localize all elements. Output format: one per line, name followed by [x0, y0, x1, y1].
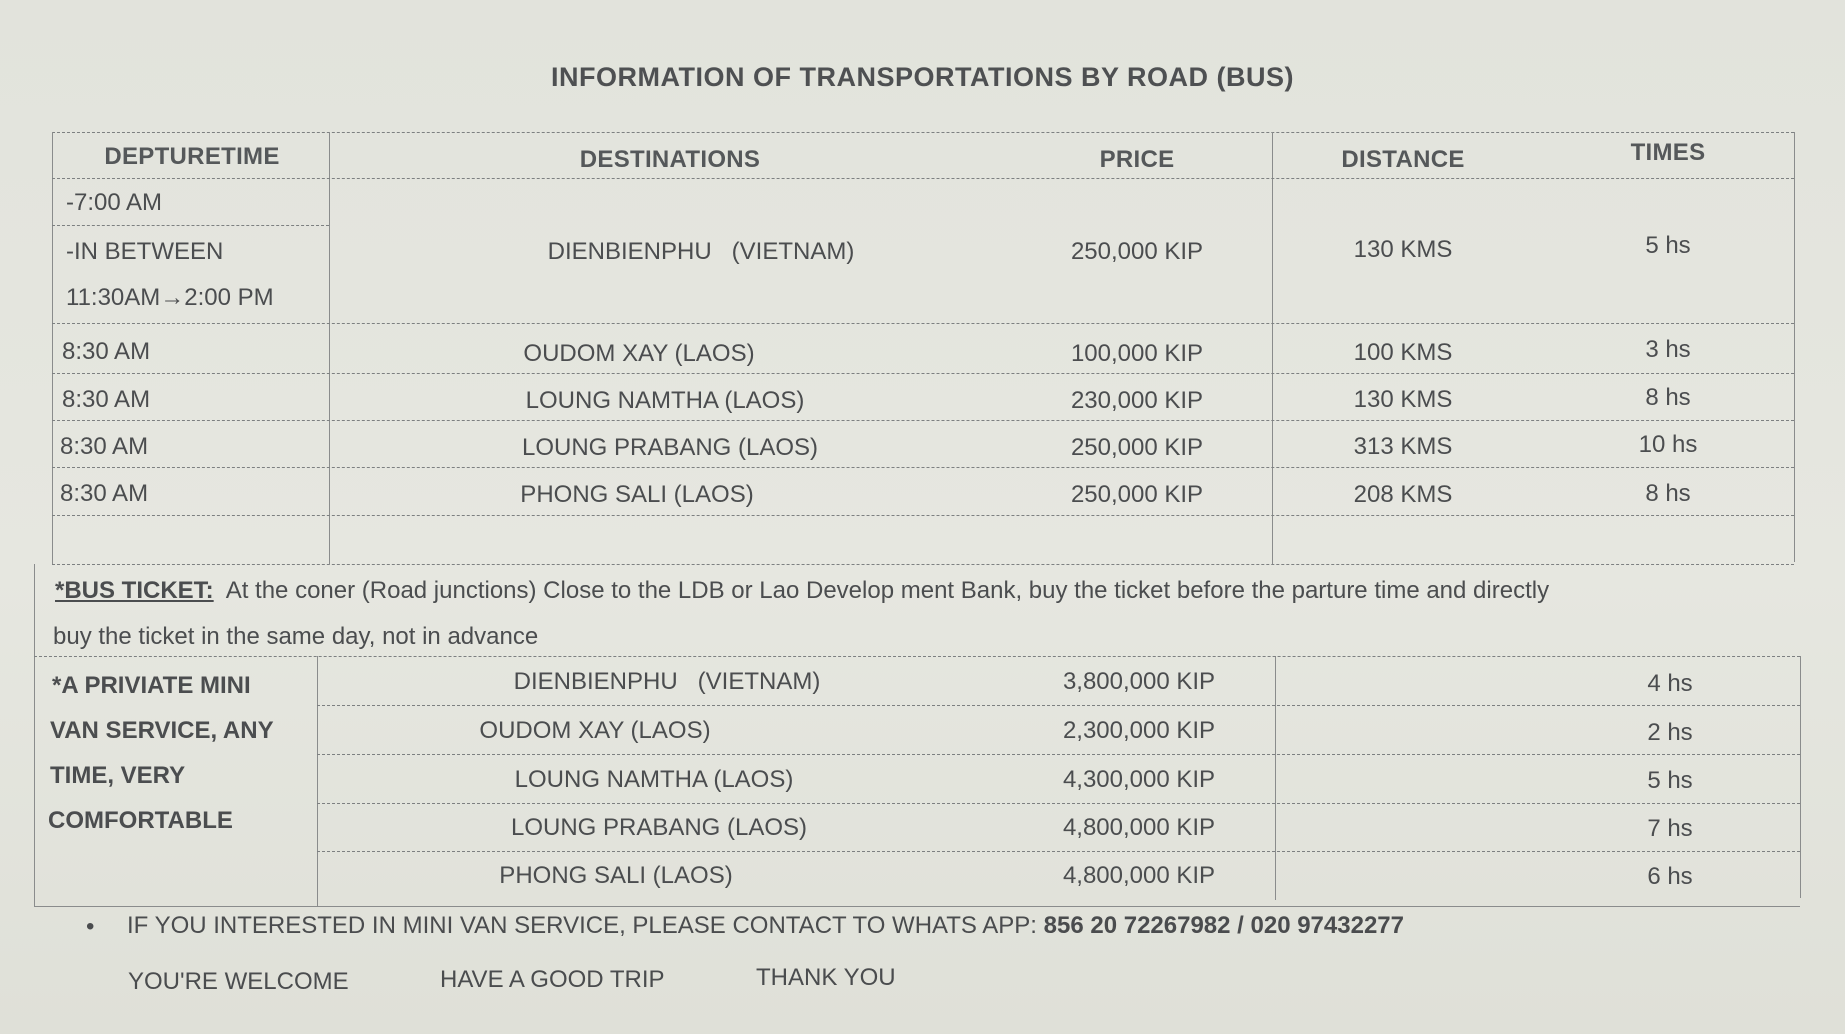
distance: 208 KMS: [1353, 481, 1453, 508]
travel-time: 3 hs: [1645, 336, 1691, 363]
van-destination: OUDOM XAY (LAOS): [479, 717, 711, 744]
departure-time: 11:30AM→2:00 PM: [66, 284, 274, 311]
van-price: 4,300,000 KIP: [1062, 766, 1216, 793]
header-distance: DISTANCE: [1341, 146, 1465, 173]
van-price: 4,800,000 KIP: [1062, 814, 1216, 841]
row-divider: [52, 420, 1794, 421]
destination: LOUNG NAMTHA (LAOS): [525, 387, 805, 414]
table-left-border: [52, 132, 53, 564]
van-price: 2,300,000 KIP: [1062, 717, 1216, 744]
departure-time: -IN BETWEEN: [66, 238, 224, 265]
van-travel-time: 2 hs: [1647, 719, 1693, 746]
price: 100,000 KIP: [1070, 340, 1204, 367]
col-divider-van-label: [317, 656, 318, 906]
van-service-label: TIME, VERY: [50, 762, 186, 789]
footer-good-trip: HAVE A GOOD TRIP: [440, 966, 665, 993]
travel-time: 8 hs: [1645, 384, 1691, 411]
van-row-divider: [317, 705, 1800, 706]
van-travel-time: 5 hs: [1647, 767, 1693, 794]
contact-line: [127, 912, 1404, 940]
departure-time: 8:30 AM: [60, 480, 149, 507]
row-divider: [52, 564, 1794, 565]
row-divider: [52, 373, 1794, 374]
row-divider: [52, 467, 1794, 468]
row-divider: [52, 323, 1794, 324]
destination: LOUNG PRABANG (LAOS): [521, 434, 819, 461]
header-price: PRICE: [1099, 146, 1175, 173]
bus-ticket-text: At the coner (Road junctions) Close to the LDB or Lao Develop ment Bank, buy the ticket before the parture time and directly: [225, 577, 1550, 604]
table-top-border: [52, 132, 1794, 133]
van-row-divider: [317, 803, 1800, 804]
van-destination: DIENBIENPHU (VIETNAM): [513, 668, 821, 695]
price: 250,000 KIP: [1070, 481, 1204, 508]
distance: 130 KMS: [1353, 386, 1453, 413]
document-title: INFORMATION OF TRANSPORTATIONS BY ROAD (BUS): [551, 62, 1294, 92]
col-divider-departure: [329, 132, 330, 564]
departure-time: 8:30 AM: [62, 386, 151, 413]
van-row-divider: [317, 851, 1800, 852]
departure-subrow-divider: [52, 225, 329, 226]
van-destination: PHONG SALI (LAOS): [499, 862, 733, 889]
van-destination: LOUNG NAMTHA (LAOS): [514, 766, 794, 793]
price: 250,000 KIP: [1070, 434, 1204, 461]
distance: 100 KMS: [1353, 339, 1453, 366]
header-row-divider: [52, 178, 1794, 179]
van-service-label: *A PRIVIATE MINI: [52, 672, 251, 699]
col-divider-price: [1272, 132, 1273, 564]
van-service-label: COMFORTABLE: [48, 807, 233, 834]
price: 250,000 KIP: [1070, 238, 1204, 265]
van-travel-time: 6 hs: [1647, 863, 1693, 890]
table-left-border-lower: [34, 564, 35, 906]
row-divider: [52, 515, 1794, 516]
footer-welcome: YOU'RE WELCOME: [128, 968, 349, 995]
bus-ticket-label: *BUS TICKET:: [55, 577, 214, 604]
van-travel-time: 4 hs: [1647, 670, 1693, 697]
destination: DIENBIENPHU (VIETNAM): [547, 238, 855, 265]
table-bottom-border: [34, 906, 1800, 907]
van-travel-time: 7 hs: [1647, 815, 1693, 842]
van-price: 4,800,000 KIP: [1062, 862, 1216, 889]
header-departure: DEPTURETIME: [104, 143, 280, 170]
ticket-row-divider: [34, 656, 1800, 657]
contact-text: IF YOU INTERESTED IN MINI VAN SERVICE, PLEASE CONTACT TO WHATS APP:: [127, 912, 1037, 939]
destination: PHONG SALI (LAOS): [520, 481, 754, 508]
distance: 313 KMS: [1353, 433, 1453, 460]
bus-ticket-note: [55, 577, 1549, 605]
departure-time: 8:30 AM: [62, 338, 151, 365]
departure-time: 8:30 AM: [60, 433, 149, 460]
travel-time: 5 hs: [1645, 232, 1691, 259]
table-right-border: [1794, 132, 1795, 562]
footer-thank-you: THANK YOU: [756, 964, 896, 991]
van-service-label: VAN SERVICE, ANY: [50, 717, 274, 744]
van-price: 3,800,000 KIP: [1062, 668, 1216, 695]
header-destinations: DESTINATIONS: [579, 146, 761, 173]
header-times: TIMES: [1630, 139, 1706, 166]
bus-ticket-text-continued: buy the ticket in the same day, not in advance: [53, 623, 539, 650]
table-right-border-lower: [1800, 656, 1801, 898]
travel-time: 8 hs: [1645, 480, 1691, 507]
van-row-divider: [317, 754, 1800, 755]
departure-time: -7:00 AM: [66, 189, 163, 216]
van-destination: LOUNG PRABANG (LAOS): [510, 814, 808, 841]
distance: 130 KMS: [1353, 236, 1453, 263]
contact-numbers: 856 20 72267982 / 020 97432277: [1043, 912, 1404, 939]
contact-bullet: •: [86, 913, 95, 940]
destination: OUDOM XAY (LAOS): [523, 340, 755, 367]
travel-time: 10 hs: [1638, 431, 1698, 458]
col-divider-van-price: [1275, 656, 1276, 900]
price: 230,000 KIP: [1070, 387, 1204, 414]
